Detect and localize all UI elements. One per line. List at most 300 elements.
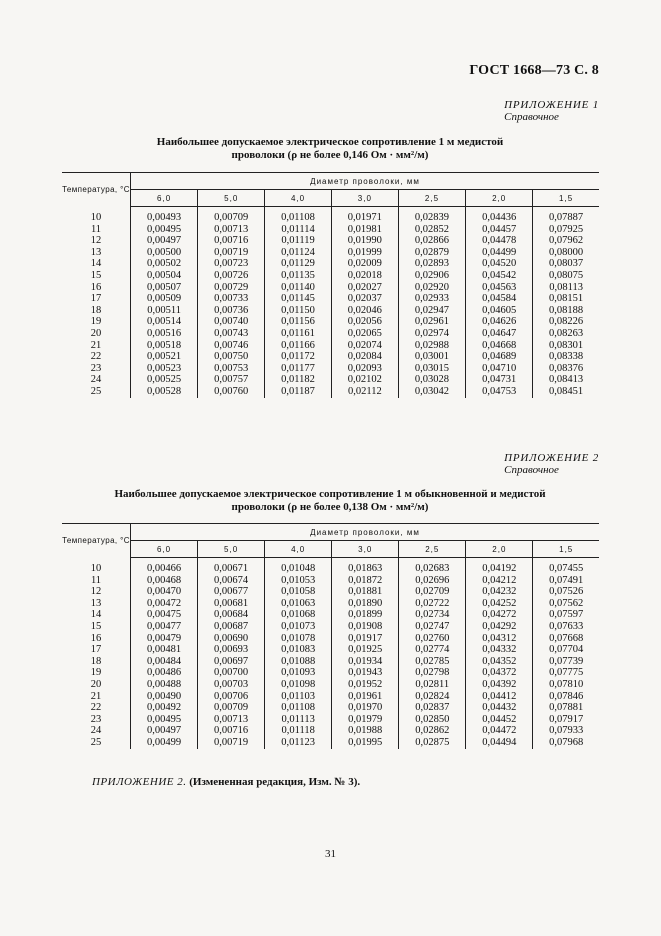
appendix-1-table [62,172,599,398]
resistance-cell: 0,01161 [265,328,331,340]
resistance-cell: 0,02009 [331,258,398,270]
temperature-cell: 22 [62,702,131,714]
table-row [62,351,599,363]
temperature-cell: 16 [62,633,131,645]
resistance-cell: 0,00492 [131,702,198,714]
resistance-cell: 0,00514 [131,316,198,328]
resistance-cell: 0,04499 [466,247,533,259]
resistance-cell: 0,04626 [466,316,533,328]
diameter-column-header: 6,0 [131,541,198,558]
resistance-cell: 0,00502 [131,258,198,270]
diameter-header: Диаметр проволоки, мм [131,173,600,190]
resistance-cell: 0,02824 [399,691,466,703]
resistance-cell: 0,00690 [198,633,265,645]
resistance-cell: 0,00525 [131,374,198,386]
table-row [62,656,599,668]
amendment-note-text: (Измененная редакция, Изм. № 3). [189,776,361,788]
resistance-cell: 0,00729 [198,282,265,294]
resistance-cell: 0,02046 [331,305,398,317]
table-row [62,563,599,575]
resistance-cell: 0,01988 [332,725,399,737]
appendix-1-label-block [504,99,599,123]
temperature-cell: 21 [62,340,131,352]
resistance-cell: 0,00528 [131,386,198,398]
table-row [62,702,599,714]
table-row [62,270,599,282]
resistance-cell: 0,00743 [198,328,265,340]
resistance-cell: 0,00671 [198,563,265,575]
resistance-cell: 0,04668 [466,340,533,352]
resistance-cell: 0,07917 [549,713,584,725]
resistance-cell: 0,00687 [198,621,265,633]
resistance-cell: 0,00713 [198,224,265,236]
resistance-cell: 0,02785 [399,656,466,668]
temperature-cell: 14 [62,609,131,621]
resistance-cell: 0,04710 [466,363,533,375]
diameter-column-header: 5,0 [198,190,265,207]
resistance-cell: 0,00706 [198,691,265,703]
resistance-cell: 0,00740 [198,316,265,328]
diameter-column-header: 4,0 [265,541,332,558]
resistance-cell: 0,00760 [198,386,265,398]
table-row [62,598,599,610]
diameter-column-header: 2,0 [466,190,533,207]
temperature-cell: 20 [62,328,131,340]
diameter-header: Диаметр проволоки, мм [131,524,600,541]
resistance-cell: 0,04412 [466,691,533,703]
resistance-cell: 0,01083 [265,644,332,656]
temperature-cell: 24 [62,725,131,737]
resistance-cell: 0,00736 [198,305,265,317]
resistance-cell: 0,00490 [131,691,198,703]
resistance-cell: 0,01063 [265,598,332,610]
resistance-cell: 0,02988 [398,340,465,352]
temperature-cell: 15 [62,621,131,633]
resistance-cell: 0,01187 [265,386,331,398]
resistance-cell: 0,00500 [131,247,198,259]
resistance-cell: 0,01118 [265,725,332,737]
resistance-cell: 0,04753 [466,386,533,398]
table-row [62,586,599,598]
resistance-cell: 0,00719 [198,737,265,749]
table-row [62,714,599,726]
temperature-header: Температура, °С [62,173,131,207]
resistance-cell: 0,08075 [549,269,584,281]
resistance-cell: 0,02102 [331,374,398,386]
resistance-cell: 0,00697 [198,656,265,668]
resistance-cell: 0,07925 [549,223,584,235]
resistance-cell: 0,02866 [398,235,465,247]
resistance-cell: 0,07933 [549,725,584,737]
resistance-cell: 0,00507 [131,282,198,294]
resistance-cell: 0,01073 [265,621,332,633]
resistance-cell: 0,03042 [398,386,465,398]
resistance-cell: 0,04452 [466,714,533,726]
temperature-cell: 13 [62,598,131,610]
resistance-cell: 0,03015 [398,363,465,375]
resistance-cell: 0,07704 [549,644,584,656]
resistance-cell: 0,04372 [466,667,533,679]
resistance-cell: 0,01078 [265,633,332,645]
appendix-2-label: ПРИЛОЖЕНИЕ 2 [504,452,599,464]
resistance-cell: 0,02734 [399,609,466,621]
resistance-cell: 0,01093 [265,667,332,679]
temperature-cell: 12 [62,235,131,247]
table-row [62,725,599,737]
resistance-cell: 0,01108 [265,702,332,714]
resistance-cell: 0,04478 [466,235,533,247]
resistance-cell: 0,02893 [398,258,465,270]
resistance-cell: 0,00488 [131,679,198,691]
resistance-cell: 0,01113 [265,714,332,726]
appendix-2-title-line2: проволоки (ρ не более 0,138 Ом · мм²/м) [231,501,429,513]
resistance-cell: 0,00523 [131,363,198,375]
resistance-cell: 0,00470 [131,586,198,598]
resistance-cell: 0,08151 [549,293,584,305]
resistance-cell: 0,07962 [549,235,584,247]
diameter-column-header: 1,5 [533,541,599,558]
table-row [62,621,599,633]
resistance-cell: 0,02709 [399,586,466,598]
table-row [62,575,599,587]
resistance-cell: 0,00481 [131,644,198,656]
resistance-cell: 0,02852 [398,224,465,236]
resistance-cell: 0,02056 [331,316,398,328]
resistance-cell: 0,07775 [549,667,584,679]
resistance-cell: 0,08037 [549,258,584,270]
diameter-column-header: 4,0 [265,190,331,207]
resistance-cell: 0,01943 [332,667,399,679]
resistance-cell: 0,07887 [549,212,584,223]
resistance-cell: 0,00495 [131,714,198,726]
resistance-cell: 0,02747 [399,621,466,633]
temperature-cell: 10 [62,563,131,575]
table-row [62,633,599,645]
table-row [62,305,599,317]
temperature-cell: 17 [62,293,131,305]
resistance-cell: 0,00472 [131,598,198,610]
temperature-cell: 17 [62,644,131,656]
temperature-cell: 10 [62,212,131,224]
diameter-column-header: 2,0 [466,541,533,558]
appendix-2-title [60,488,600,514]
resistance-cell: 0,02696 [399,575,466,587]
table-row [62,609,599,621]
resistance-cell: 0,01124 [265,247,331,259]
resistance-cell: 0,01103 [265,691,332,703]
amendment-note-label: ПРИЛОЖЕНИЕ 2. [92,776,187,788]
resistance-cell: 0,07846 [549,690,584,702]
resistance-cell: 0,01970 [332,702,399,714]
resistance-cell: 0,01129 [265,258,331,270]
resistance-cell: 0,02760 [399,633,466,645]
resistance-cell: 0,00726 [198,270,265,282]
resistance-cell: 0,01108 [265,212,331,224]
resistance-cell: 0,01863 [332,563,399,575]
temperature-cell: 18 [62,656,131,668]
resistance-cell: 0,08338 [549,351,584,363]
resistance-cell: 0,00521 [131,351,198,363]
table-row [62,316,599,328]
resistance-cell: 0,01999 [331,247,398,259]
diameter-column-header: 6,0 [131,190,198,207]
resistance-cell: 0,01961 [332,691,399,703]
diameter-column-header: 5,0 [198,541,265,558]
resistance-cell: 0,01981 [331,224,398,236]
table-row [62,282,599,294]
page-number: 31 [325,848,336,860]
resistance-cell: 0,04332 [466,644,533,656]
resistance-cell: 0,00716 [198,235,265,247]
resistance-cell: 0,01140 [265,282,331,294]
table-row [62,328,599,340]
resistance-cell: 0,00733 [198,293,265,305]
resistance-cell: 0,07562 [549,597,584,609]
resistance-cell: 0,04689 [466,351,533,363]
resistance-cell: 0,00674 [198,575,265,587]
resistance-cell: 0,08376 [549,362,584,374]
resistance-cell: 0,07810 [549,678,584,690]
resistance-cell: 0,04563 [466,282,533,294]
appendix-1-title-line2: проволоки (ρ не более 0,146 Ом · мм²/м) [231,149,429,161]
resistance-cell: 0,01908 [332,621,399,633]
resistance-cell: 0,00750 [198,351,265,363]
resistance-cell: 0,01872 [332,575,399,587]
resistance-cell: 0,01156 [265,316,331,328]
table-row [62,737,599,749]
resistance-cell: 0,01048 [265,563,332,575]
temperature-cell: 25 [62,386,131,398]
resistance-cell: 0,00493 [131,212,198,224]
resistance-cell: 0,02084 [331,351,398,363]
temperature-cell: 11 [62,575,131,587]
temperature-cell: 21 [62,691,131,703]
resistance-cell: 0,08301 [549,339,584,351]
temperature-cell: 14 [62,258,131,270]
resistance-cell: 0,02862 [399,725,466,737]
table-body [62,207,599,398]
resistance-cell: 0,07881 [549,702,584,714]
resistance-cell: 0,02947 [398,305,465,317]
resistance-cell: 0,00518 [131,340,198,352]
resistance-cell: 0,01971 [331,212,398,224]
resistance-cell: 0,00477 [131,621,198,633]
resistance-cell: 0,00497 [131,725,198,737]
resistance-cell: 0,00723 [198,258,265,270]
resistance-cell: 0,01925 [332,644,399,656]
resistance-cell: 0,07633 [549,620,584,632]
resistance-cell: 0,00466 [131,563,198,575]
resistance-cell: 0,00684 [198,609,265,621]
resistance-cell: 0,08413 [549,374,584,386]
resistance-cell: 0,07739 [549,655,584,667]
resistance-cell: 0,00700 [198,667,265,679]
resistance-cell: 0,04232 [466,586,533,598]
resistance-cell: 0,01053 [265,575,332,587]
temperature-cell: 23 [62,714,131,726]
resistance-cell: 0,07455 [549,563,584,574]
resistance-cell: 0,00713 [198,714,265,726]
resistance-cell: 0,01172 [265,351,331,363]
temperature-cell: 24 [62,374,131,386]
amendment-note [92,776,360,788]
resistance-cell: 0,07526 [549,586,584,598]
resistance-cell: 0,00746 [198,340,265,352]
resistance-cell: 0,00475 [131,609,198,621]
temperature-cell: 22 [62,351,131,363]
resistance-cell: 0,02837 [399,702,466,714]
resistance-cell: 0,02906 [398,270,465,282]
table-row [62,212,599,224]
resistance-cell: 0,07668 [549,632,584,644]
temperature-cell: 25 [62,737,131,749]
resistance-cell: 0,02683 [399,563,466,575]
table-row [62,667,599,679]
resistance-cell: 0,04392 [466,679,533,691]
table-row [62,340,599,352]
resistance-cell: 0,07491 [549,574,584,586]
resistance-cell: 0,01135 [265,270,331,282]
table-row [62,235,599,247]
resistance-cell: 0,03001 [398,351,465,363]
resistance-cell: 0,00703 [198,679,265,691]
resistance-cell: 0,04312 [466,633,533,645]
resistance-cell: 0,01890 [332,598,399,610]
resistance-cell: 0,00484 [131,656,198,668]
resistance-cell: 0,01177 [265,363,331,375]
resistance-cell: 0,00499 [131,737,198,749]
resistance-cell: 0,03028 [398,374,465,386]
resistance-cell: 0,00716 [198,725,265,737]
table-row [62,293,599,305]
resistance-cell: 0,04272 [466,609,533,621]
resistance-cell: 0,04352 [466,656,533,668]
resistance-cell: 0,01182 [265,374,331,386]
table-row [62,679,599,691]
table-row [62,258,599,270]
resistance-cell: 0,04605 [466,305,533,317]
resistance-cell: 0,02774 [399,644,466,656]
table-row [62,224,599,236]
resistance-cell: 0,02879 [398,247,465,259]
temperature-cell: 16 [62,282,131,294]
diameter-column-header: 2,5 [398,190,465,207]
resistance-cell: 0,08226 [549,316,584,328]
temperature-cell: 18 [62,305,131,317]
resistance-cell: 0,02093 [331,363,398,375]
resistance-cell: 0,01150 [265,305,331,317]
appendix-2-sublabel: Справочное [504,464,559,476]
resistance-cell: 0,04520 [466,258,533,270]
appendix-2-table [62,523,599,749]
temperature-cell: 15 [62,270,131,282]
resistance-cell: 0,01088 [265,656,332,668]
resistance-cell: 0,00486 [131,667,198,679]
resistance-cell: 0,07968 [549,736,584,748]
resistance-cell: 0,02850 [399,714,466,726]
resistance-cell: 0,01166 [265,340,331,352]
resistance-cell: 0,02798 [399,667,466,679]
resistance-cell: 0,00719 [198,247,265,259]
resistance-cell: 0,02722 [399,598,466,610]
resistance-cell: 0,02974 [398,328,465,340]
resistance-cell: 0,04494 [466,737,533,749]
appendix-2-title-line1: Наибольшее допускаемое электрическое сопротивление 1 м обыкновенной и медистой [114,488,546,500]
resistance-cell: 0,00757 [198,374,265,386]
resistance-cell: 0,00479 [131,633,198,645]
resistance-cell: 0,02037 [331,293,398,305]
temperature-cell: 23 [62,363,131,375]
appendix-1-title-line1: Наибольшее допускаемое электрическое сопротивление 1 м медистой [156,136,504,148]
resistance-cell: 0,01899 [332,609,399,621]
resistance-cell: 0,01058 [265,586,332,598]
resistance-cell: 0,00677 [198,586,265,598]
resistance-cell: 0,01114 [265,224,331,236]
diameter-columns-row [62,541,599,558]
diameter-column-header: 1,5 [533,190,599,207]
resistance-cell: 0,04192 [466,563,533,575]
resistance-cell: 0,01881 [332,586,399,598]
resistance-cell: 0,08263 [549,327,584,339]
diameter-column-header: 2,5 [399,541,466,558]
resistance-cell: 0,04457 [466,224,533,236]
table-row [62,644,599,656]
resistance-cell: 0,02875 [399,737,466,749]
diameter-column-header: 3,0 [332,541,399,558]
diameter-columns-row [62,190,599,207]
resistance-cell: 0,01979 [332,714,399,726]
resistance-cell: 0,04542 [466,270,533,282]
resistance-cell: 0,02811 [399,679,466,691]
resistance-cell: 0,00509 [131,293,198,305]
resistance-cell: 0,01145 [265,293,331,305]
diameter-column-header: 3,0 [331,190,398,207]
appendix-1-label: ПРИЛОЖЕНИЕ 1 [504,99,599,111]
resistance-cell: 0,04252 [466,598,533,610]
table-body [62,558,599,749]
resistance-cell: 0,01098 [265,679,332,691]
table-row [62,386,599,398]
resistance-cell: 0,01917 [332,633,399,645]
resistance-cell: 0,00497 [131,235,198,247]
resistance-cell: 0,04472 [466,725,533,737]
appendix-2-label-block [504,452,599,476]
temperature-cell: 19 [62,667,131,679]
resistance-cell: 0,02074 [331,340,398,352]
resistance-cell: 0,01068 [265,609,332,621]
table-row [62,374,599,386]
resistance-cell: 0,00468 [131,575,198,587]
temperature-cell: 11 [62,224,131,236]
resistance-cell: 0,04432 [466,702,533,714]
resistance-cell: 0,04436 [466,212,533,224]
resistance-cell: 0,04731 [466,374,533,386]
temperature-cell: 19 [62,316,131,328]
temperature-cell: 12 [62,586,131,598]
resistance-cell: 0,02961 [398,316,465,328]
resistance-cell: 0,02027 [331,282,398,294]
resistance-cell: 0,01995 [332,737,399,749]
resistance-cell: 0,04212 [466,575,533,587]
resistance-cell: 0,01934 [332,656,399,668]
resistance-cell: 0,02839 [398,212,465,224]
resistance-cell: 0,00693 [198,644,265,656]
table-row [62,247,599,259]
resistance-cell: 0,00709 [198,702,265,714]
resistance-cell: 0,02112 [331,386,398,398]
appendix-1-sublabel: Справочное [504,111,559,123]
resistance-cell: 0,08000 [549,246,584,258]
